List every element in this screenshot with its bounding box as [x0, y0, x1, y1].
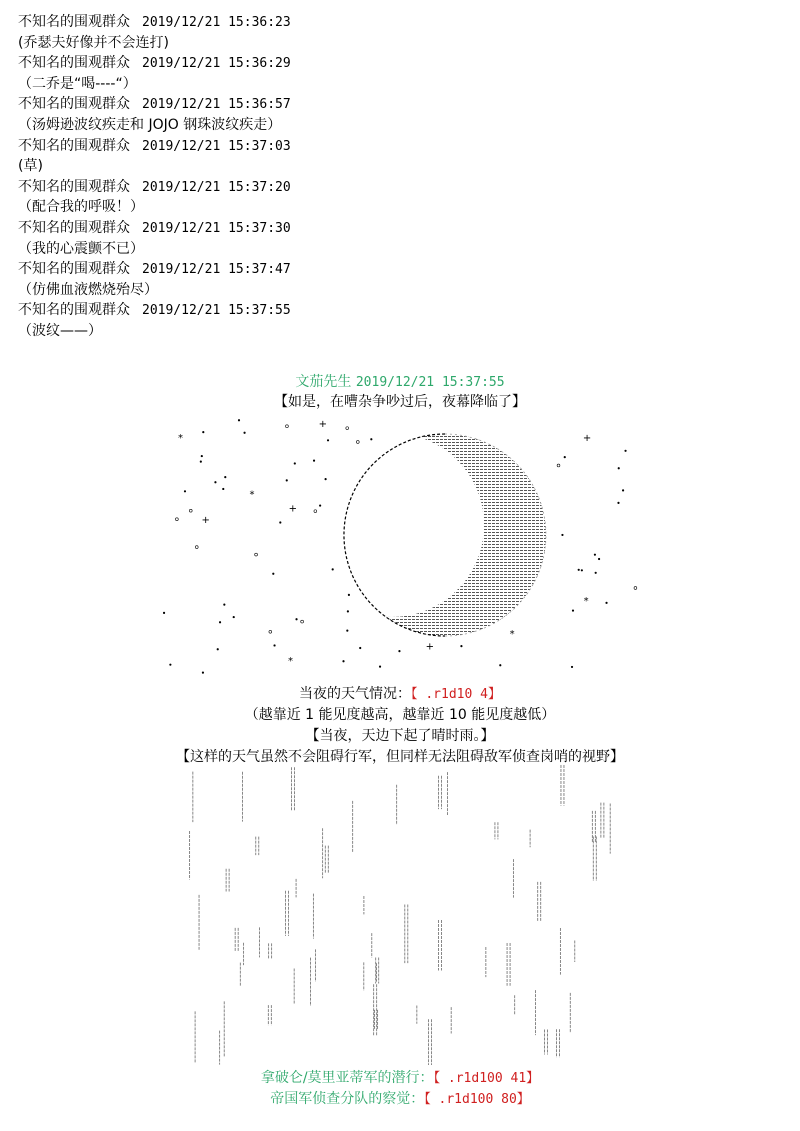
weather-rule: （越靠近 1 能见度越高，越靠近 10 能见度越低）: [244, 707, 556, 723]
star-dot: [347, 611, 349, 613]
star-dot: [327, 440, 329, 442]
comment-user: 不知名的围观群众: [18, 137, 130, 154]
comment-text: （二乔是“喝----“）: [18, 75, 137, 92]
comment-text: (乔瑟夫好像并不会连打): [18, 34, 169, 51]
comment-header: [18, 259, 291, 280]
comment-time: 2019/12/21 15:36:29: [142, 56, 291, 72]
star-dot: [296, 618, 298, 620]
star-dot: [343, 660, 345, 662]
star-mark: *: [509, 629, 515, 641]
star-mark: +: [201, 514, 210, 526]
star-dot: [571, 666, 573, 668]
comment-header: [18, 12, 291, 33]
detect-label: 帝国军侦查分队的察觉：: [270, 1091, 425, 1107]
comment-header: [18, 300, 291, 321]
star-dot: [170, 664, 172, 666]
star-dot: [233, 616, 235, 618]
star-dot: [286, 480, 288, 482]
weather-roll: 【 .r1d10 4】: [411, 687, 501, 702]
star-mark: +: [288, 503, 298, 515]
rain-ascii-art: [0, 765, 800, 1065]
star-mark: *: [288, 655, 294, 667]
star-dot: [359, 647, 361, 649]
comment-user: 不知名的围观群众: [18, 96, 130, 113]
stealth-label: 拿破仑/莫里亚蒂军的潜行：: [260, 1070, 434, 1086]
star-dot: [346, 427, 349, 430]
star-dot: [347, 630, 349, 632]
comment-time: 2019/12/21 15:37:03: [142, 138, 291, 154]
star-mark: *: [177, 432, 183, 444]
stealth-check-line: [0, 1068, 800, 1089]
star-dot: [175, 518, 178, 521]
star-dot: [371, 438, 373, 440]
author-line: [0, 372, 800, 392]
star-dot: [219, 621, 221, 623]
star-dot: [618, 502, 620, 504]
author-time: 2019/12/21 15:37:55: [355, 375, 505, 390]
comment-user: 不知名的围观群众: [18, 219, 130, 236]
comment-header: [18, 136, 291, 157]
star-mark: +: [425, 641, 434, 653]
star-dot: [564, 456, 566, 458]
star-dot: [557, 464, 560, 467]
star-dot: [202, 431, 204, 433]
comment-user: 不知名的围观群众: [18, 55, 130, 72]
star-dot: [595, 572, 597, 574]
star-dot: [184, 490, 186, 492]
star-dot: [294, 463, 296, 465]
weather-label: 当夜的天气情况：: [299, 686, 412, 702]
star-dot: [379, 666, 381, 668]
comment-user: 不知名的围观群众: [18, 302, 130, 319]
star-dot: [274, 645, 276, 647]
star-dot: [238, 419, 240, 421]
star-dot: [356, 441, 359, 444]
star-dot: [224, 604, 226, 606]
star-dot: [286, 425, 289, 428]
star-dot: [499, 664, 501, 666]
comment-header: [18, 177, 291, 198]
star-dot: [562, 534, 564, 536]
comment-text: （波纹——）: [18, 322, 102, 339]
star-dot: [314, 510, 317, 513]
star-dot: [348, 594, 350, 596]
comment-text: （我的心震颤不已）: [18, 240, 144, 257]
comment-text: （配合我的呼吸！）: [18, 199, 144, 216]
star-dot: [224, 476, 226, 478]
star-dot: [313, 460, 315, 462]
star-mark: +: [582, 433, 592, 445]
star-dot: [325, 478, 327, 480]
star-dot: [163, 612, 165, 614]
stealth-roll: 【 .r1d100 41】: [433, 1071, 540, 1086]
star-dot: [201, 455, 203, 457]
star-dot: [202, 672, 204, 674]
star-dot: [272, 573, 274, 575]
star-dot: [581, 570, 583, 572]
star-dot: [217, 648, 219, 650]
comment-user: 不知名的围观群众: [18, 14, 130, 30]
comment-header: [18, 94, 291, 115]
comment-time: 2019/12/21 15:37:47: [142, 262, 291, 278]
star-dot: [578, 569, 580, 571]
comment-header: [18, 53, 291, 74]
comment-user: 不知名的围观群众: [18, 261, 130, 278]
star-dot: [332, 569, 334, 571]
star-dot: [622, 490, 624, 492]
star-dot: [598, 558, 600, 560]
star-dot: [200, 461, 202, 463]
star-dot: [280, 522, 282, 524]
star-dot: [301, 620, 304, 623]
star-dot: [222, 488, 224, 490]
comment-text: （仿佛血液燃烧殆尽）: [18, 281, 158, 298]
detect-check-line: [0, 1089, 800, 1110]
rain-streaks: [190, 765, 611, 1065]
star-dot: [255, 553, 258, 556]
comment-user: 不知名的围观群众: [18, 178, 130, 195]
star-dot: [461, 645, 463, 647]
star-dot: [189, 509, 192, 512]
comment-header: [18, 218, 291, 239]
detect-roll: 【 .r1d100 80】: [424, 1092, 530, 1107]
star-dot: [195, 546, 198, 549]
star-dot: [399, 650, 401, 652]
comment-thread: [18, 12, 291, 342]
star-mark: *: [583, 596, 589, 608]
author-name: 文茄先生: [295, 374, 352, 390]
star-mark: +: [318, 419, 328, 431]
night-sky-ascii-art: [0, 415, 800, 685]
star-dot: [606, 602, 608, 604]
star-mark: *: [249, 489, 255, 501]
star-dot: [634, 587, 637, 590]
comment-text: (草): [18, 158, 43, 175]
star-dot: [244, 432, 246, 434]
comment-time: 2019/12/21 15:36:23: [142, 15, 291, 30]
weather-result: 【当夜，天边下起了晴时雨。】: [305, 728, 495, 744]
comment-time: 2019/12/21 15:37:30: [142, 220, 291, 236]
weather-effect: 【这样的天气虽然不会阻碍行军，但同样无法阻碍敌军侦查岗哨的视野】: [176, 749, 624, 765]
moon: [300, 433, 546, 636]
star-dot: [618, 467, 620, 469]
comment-text: （汤姆逊波纹疾走和 JOJO 钢珠波纹疾走）: [18, 116, 282, 133]
comment-time: 2019/12/21 15:36:57: [142, 97, 291, 113]
star-dot: [572, 610, 574, 612]
star-dot: [319, 505, 321, 507]
star-dot: [269, 630, 272, 633]
star-dot: [594, 554, 596, 556]
star-dot: [215, 481, 217, 483]
weather-roll-line: [0, 684, 800, 705]
narration-nightfall: 【如是，在嘈杂争吵过后，夜幕降临了】: [274, 394, 526, 410]
comment-time: 2019/12/21 15:37:55: [142, 303, 291, 319]
comment-time: 2019/12/21 15:37:20: [142, 179, 291, 195]
star-dot: [625, 450, 627, 452]
